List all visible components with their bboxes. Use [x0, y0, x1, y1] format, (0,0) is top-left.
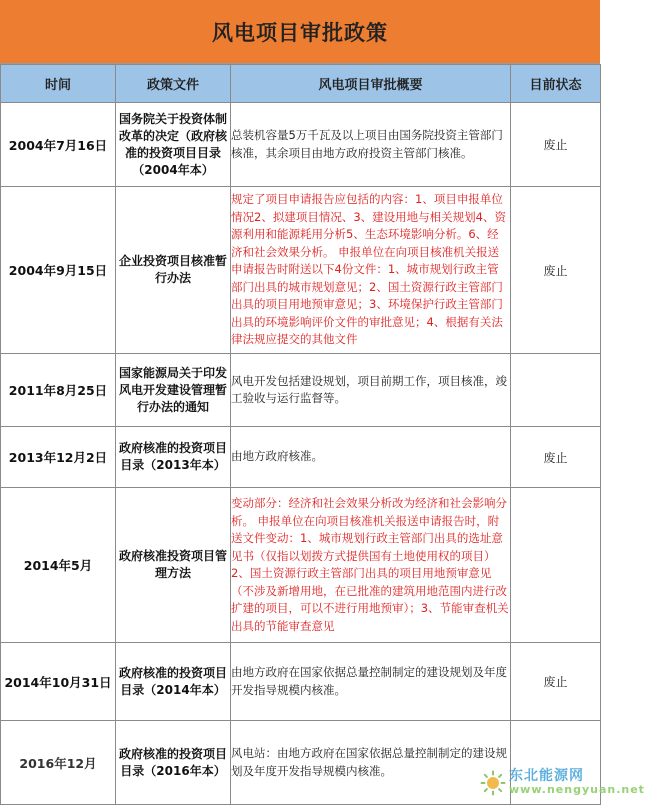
table-row	[1, 643, 601, 721]
table-row	[1, 187, 601, 354]
row-status: 废止	[511, 643, 601, 721]
row-summary: 由地方政府在国家依据总量控制制定的建设规划及年度开发指导规模内核准。	[231, 643, 511, 721]
row-doc: 政府核准的投资项目目录（2014年本）	[116, 643, 231, 721]
table-row	[1, 488, 601, 643]
row-summary: 风电开发包括建设规划，项目前期工作，项目核准，竣工验收与运行监督等。	[231, 354, 511, 427]
header-status: 目前状态	[511, 65, 601, 103]
row-doc: 政府核准的投资项目目录（2013年本）	[116, 427, 231, 488]
row-date: 2014年10月31日	[1, 643, 116, 721]
row-doc: 国家能源局关于印发风电开发建设管理暂行办法的通知	[116, 354, 231, 427]
row-doc: 企业投资项目核准暂行办法	[116, 187, 231, 354]
row-doc: 政府核准的投资项目目录（2016年本）	[116, 721, 231, 805]
header-time: 时间	[1, 65, 116, 103]
table-row	[1, 354, 601, 427]
row-status: 废止	[511, 103, 601, 187]
row-status	[511, 354, 601, 427]
row-summary: 规定了项目申请报告应包括的内容：1、项目申报单位情况2、拟建项目情况、3、建设用地与相关规划4、资源利用和能源耗用分析5、生态环境影响分析。6、经济和社会效果分析。 申报单位在向项目核准机关报送申请报告时附送以下4份文件：1、城市规划行政主管部门出具的城市规划意见；2、国土资源行政主管部门出具的项目用地预审意见；3、环境保护行政主管部门出具的环境影响评价文件的审批意见；4、根据有关法律法规应提交的其他文件	[231, 187, 511, 354]
row-date: 2014年5月	[1, 488, 116, 643]
row-status	[511, 488, 601, 643]
row-date: 2011年8月25日	[1, 354, 116, 427]
row-summary: 变动部分：经济和社会效果分析改为经济和社会影响分析。 申报单位在向项目核准机关报送申请报告时，附送文件变动：1、城市规划行政主管部门出具的选址意见书（仅指以划拨方式提供国有土地使用权的项目）2、国土资源行政主管部门出具的项目用地预审意见（不涉及新增用地，在已批准的建筑用地范围内进行改扩建的项目，可以不进行用地预审）；3、节能审查机关出具的节能审查意见	[231, 488, 511, 643]
watermark-site: www.nengyuan.net	[509, 783, 645, 796]
row-doc: 政府核准投资项目管理方法	[116, 488, 231, 643]
row-status: 废止	[511, 427, 601, 488]
row-status: 废止	[511, 187, 601, 354]
table-header-row	[1, 65, 601, 103]
row-date: 2016年12月	[1, 721, 116, 805]
row-date: 2013年12月2日	[1, 427, 116, 488]
sun-logo-icon	[480, 770, 506, 796]
watermark-name: 东北能源网	[509, 768, 584, 784]
policy-table	[0, 64, 601, 805]
page-title: 风电项目审批政策	[212, 20, 388, 45]
header-summary: 风电项目审批概要	[231, 65, 511, 103]
row-doc: 国务院关于投资体制改革的决定（政府核准的投资项目目录（2004年本）	[116, 103, 231, 187]
row-date: 2004年9月15日	[1, 187, 116, 354]
row-summary: 由地方政府核准。	[231, 427, 511, 488]
watermark	[480, 766, 645, 800]
row-summary: 总装机容量5万千瓦及以上项目由国务院投资主管部门核准，其余项目由地方政府投资主管部门核准。	[231, 103, 511, 187]
table-row	[1, 427, 601, 488]
table-row	[1, 103, 601, 187]
row-summary: 风电站：由地方政府在国家依据总量控制制定的建设规划及年度开发指导规模内核准。	[231, 721, 511, 805]
page-title-bar	[0, 0, 600, 64]
header-doc: 政策文件	[116, 65, 231, 103]
row-date: 2004年7月16日	[1, 103, 116, 187]
